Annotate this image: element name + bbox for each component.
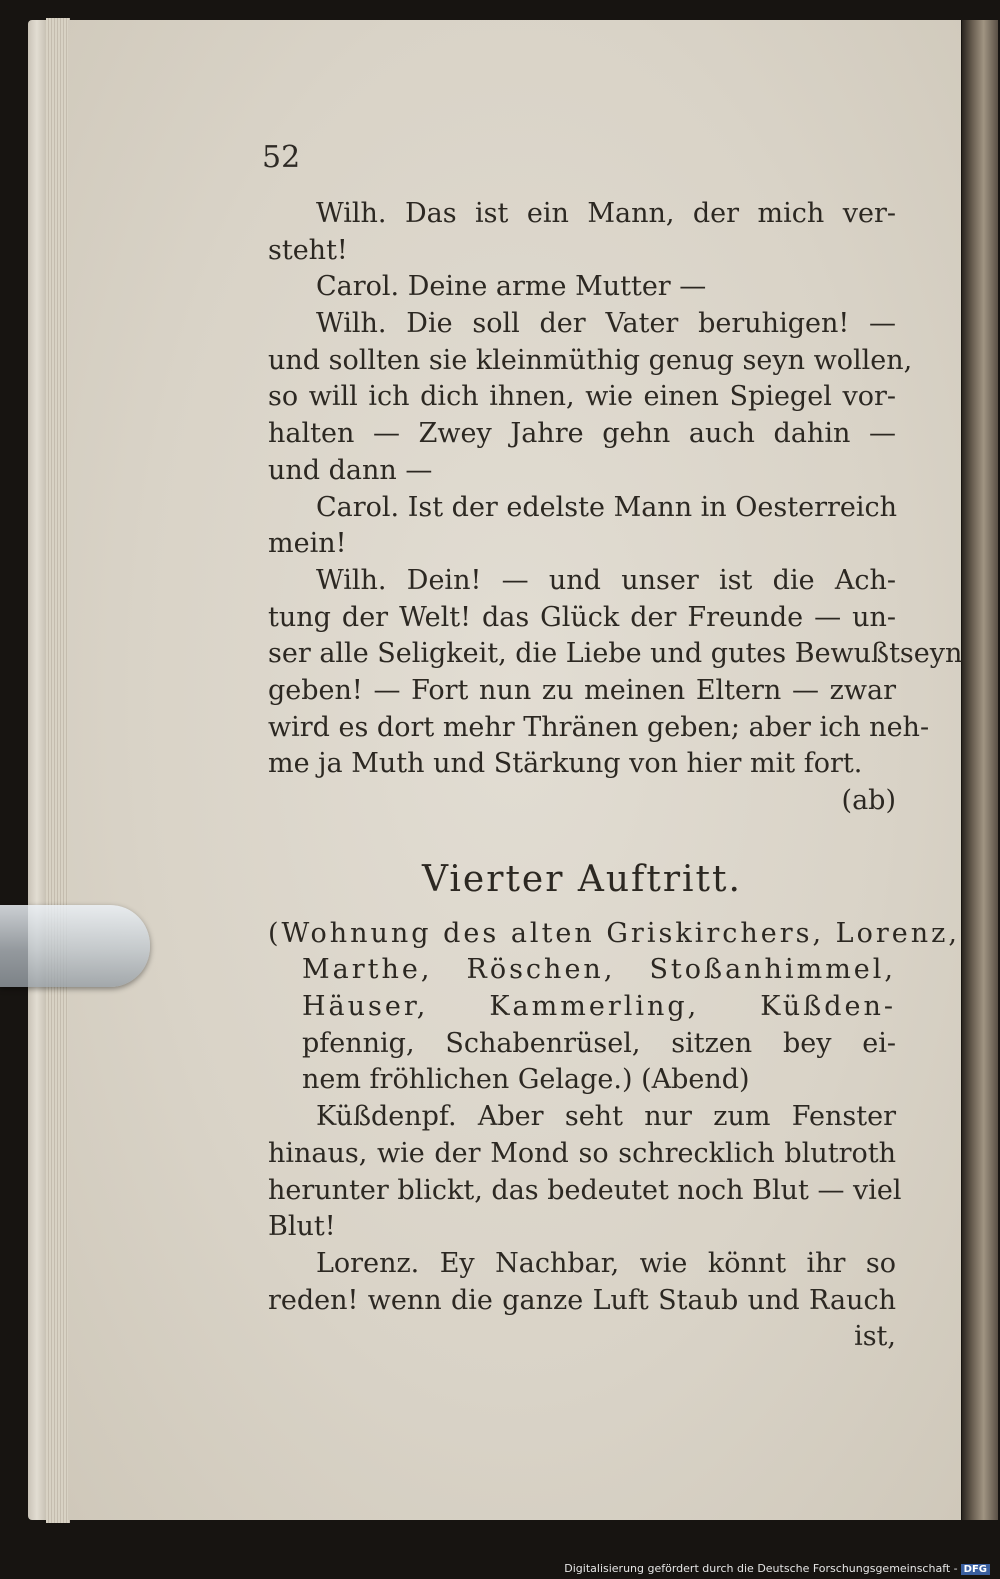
- text-line: Carol. Ist der edelste Mann in Oesterreich: [316, 491, 898, 523]
- glass-clip: [0, 905, 150, 987]
- text-line: Wilh. Das ist ein Mann, der mich ver-: [316, 198, 896, 229]
- text-line: herunter blickt, das bedeutet noch Blut — viel: [268, 1174, 902, 1206]
- text-line: so will ich dich ihnen, wie einen Spiegel vor-: [268, 381, 896, 413]
- digitization-credit: [564, 1562, 990, 1575]
- stage-direction-line: Marthe, Röschen, Stoßanhimmel,: [302, 954, 896, 986]
- text-line: halten — Zwey Jahre gehn auch dahin —: [268, 418, 896, 450]
- text-line: ser alle Seligkeit, die Liebe und gutes Bewußtseyn: [268, 638, 963, 670]
- page-text: [268, 196, 963, 1356]
- text-line: Lorenz. Ey Nachbar, wie könnt ihr so: [316, 1247, 896, 1279]
- text-line: Küßdenpf. Aber seht nur zum Fenster: [316, 1101, 896, 1133]
- text-line: geben! — Fort nun zu meinen Eltern — zwar: [268, 674, 896, 706]
- text-line: mein!: [268, 528, 347, 560]
- stage-exit: (ab): [841, 785, 896, 816]
- scene-heading: Vierter Auftritt.: [422, 858, 742, 900]
- text-line: und sollten sie kleinmüthig genug seyn wollen,: [268, 344, 913, 376]
- stage-direction-line: pfennig, Schabenrüsel, sitzen bey ei-: [302, 1027, 896, 1059]
- stage-direction-line: nem fröhlichen Gelage.) (Abend): [302, 1064, 750, 1096]
- text-line: reden! wenn die ganze Luft Staub und Rauch: [268, 1284, 896, 1316]
- stage-direction-line: (Wohnung des alten Griskirchers, Lorenz,: [268, 917, 960, 949]
- facing-page-edge: [962, 20, 998, 1520]
- credit-text: Digitalisierung gefördert durch die Deutsche Forschungsgemeinschaft -: [564, 1562, 958, 1575]
- text-line: Blut!: [268, 1211, 336, 1243]
- text-line: Wilh. Die soll der Vater beruhigen! —: [316, 308, 896, 340]
- text-line: me ja Muth und Stärkung von hier mit fort.: [268, 748, 863, 780]
- text-line: wird es dort mehr Thränen geben; aber ich neh-: [268, 711, 930, 743]
- text-line: Carol. Deine arme Mutter —: [316, 271, 707, 303]
- text-line: hinaus, wie der Mond so schrecklich blutroth: [268, 1137, 896, 1169]
- text-line: Wilh. Dein! — und unser ist die Ach-: [316, 564, 896, 596]
- page-number: 52: [262, 140, 301, 175]
- catchword: ist,: [854, 1321, 896, 1353]
- page-stack: [46, 18, 70, 1523]
- dfg-logo: DFG: [961, 1564, 990, 1575]
- text-line: tung der Welt! das Glück der Freunde — un-: [268, 601, 896, 633]
- stage-direction-line: Häuser, Kammerling, Küßden-: [302, 991, 896, 1023]
- text-line: und dann —: [268, 454, 433, 486]
- text-line: steht!: [268, 234, 348, 266]
